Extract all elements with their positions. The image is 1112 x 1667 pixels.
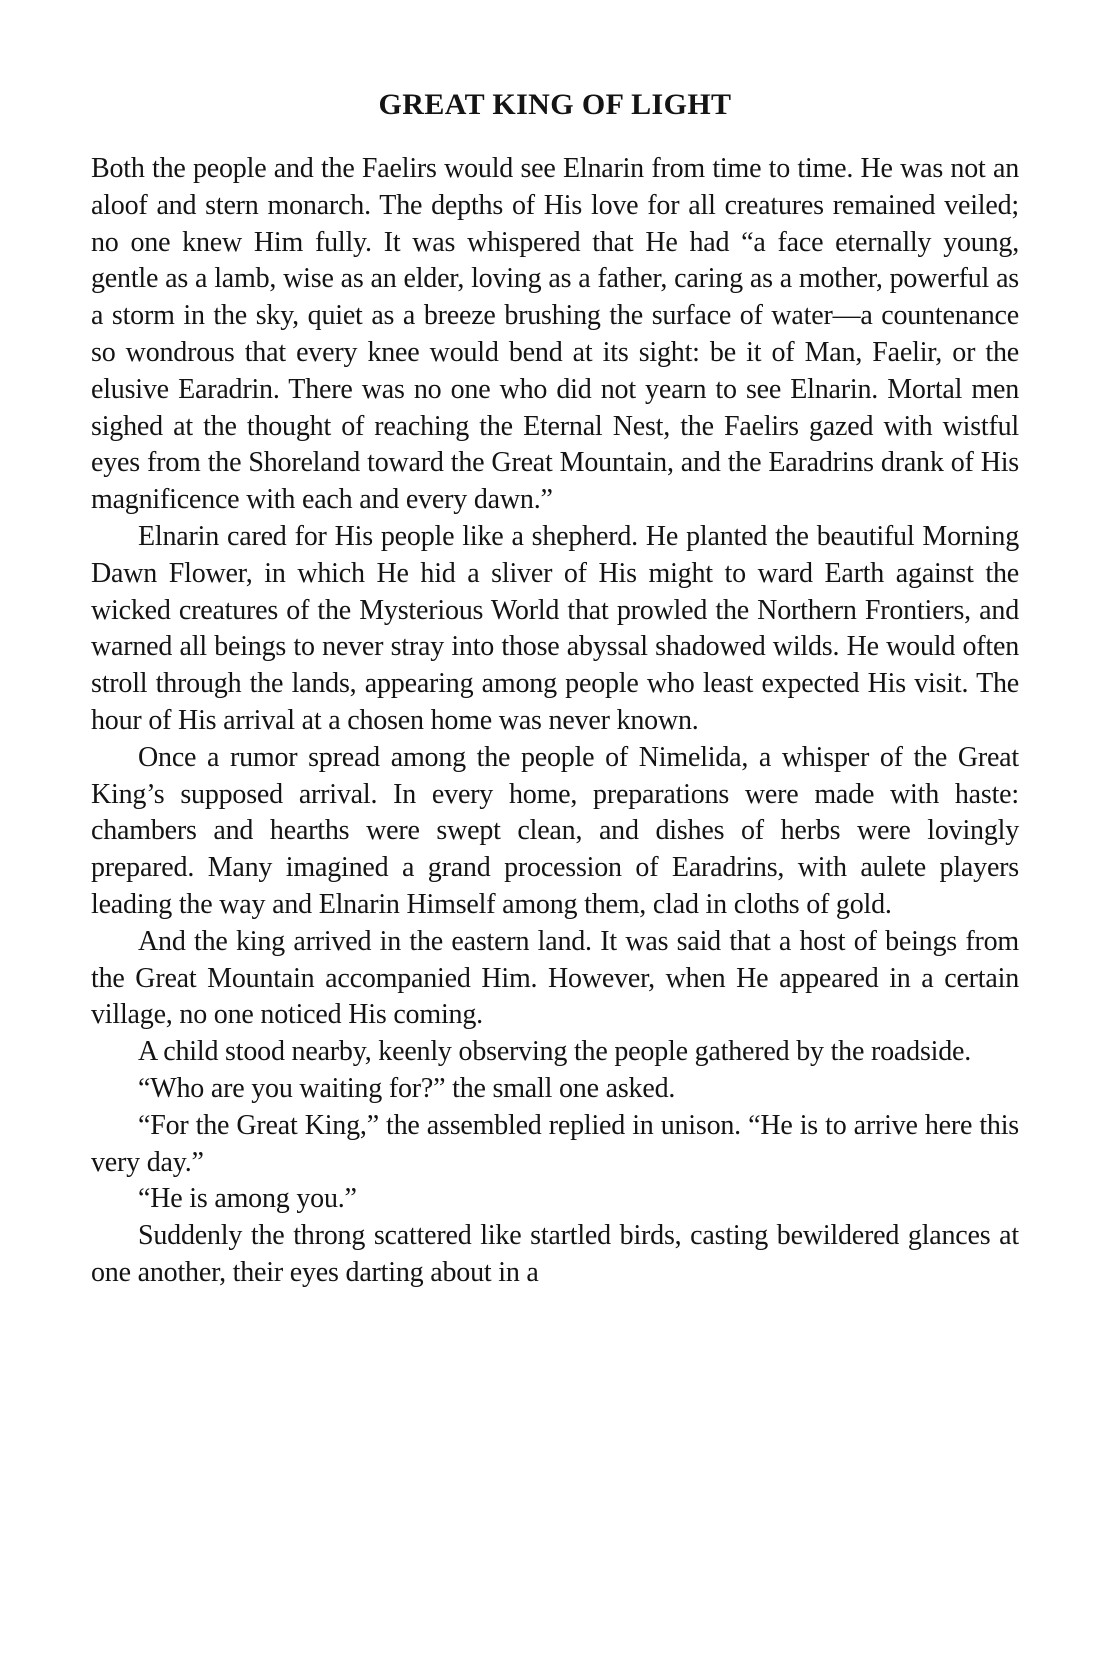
body-text: [91, 151, 1019, 1292]
paragraph-9: Suddenly the throng scattered like startled birds, casting bewildered glances at one another, their eyes darting about in a: [91, 1220, 1019, 1288]
page-title: GREAT KING OF LIGHT: [378, 88, 732, 121]
paragraph-7: “For the Great King,” the assembled replied in unison. “He is to arrive here this very day.”: [91, 1109, 1019, 1178]
paragraph-2: Elnarin cared for His people like a shepherd. He planted the beautiful Morning Dawn Flower, in which He hid a sliver of His might to ward Earth against the wicked creatures of the Mysterious World that prowled the Northern Frontiers, and warned all beings to never stray into those abyssal shadowed wilds. He would often stroll through the lands, appearing among people who least expected His visit. The hour of His arrival at a chosen home was never known.: [91, 520, 1019, 736]
paragraph-5: A child stood nearby, keenly observing the people gathered by the roadside.: [138, 1036, 972, 1068]
text-block: [91, 86, 1019, 1292]
paragraph-1: Both the people and the Faelirs would see Elnarin from time to time. He was not an aloof and stern monarch. The depths of His love for all creatures remained veiled; no one knew Him fully. It was whispered that He had “a face eternally young, gentle as a lamb, wise as an elder, loving as a father, caring as a mother, powerful as a storm in the sky, quiet as a breeze brushing the surface of water—a countenance so wondrous that every knee would bend at its sight: be it of Man, Faelir, or the elusive Earadrin. There was no one who did not yearn to see Elnarin. Mortal men sighed at the thought of reaching the Eternal Nest, the Faelirs gazed with wistful eyes from the Shoreland toward the Great Mountain, and the Earadrins drank of His magnificence with each and every dawn.”: [91, 153, 1019, 516]
paragraph-8: “He is among you.”: [138, 1183, 357, 1215]
paragraph-3: Once a rumor spread among the people of Nimelida, a whisper of the Great King’s supposed arrival. In every home, preparations were made with haste: chambers and hearths were swept clean, and dishes of herbs were lovingly prepared. Many imagined a grand procession of Earadrins, with aulete players leading the way and Elnarin Himself among them, clad in cloths of gold.: [91, 741, 1019, 920]
paragraph-4: And the king arrived in the eastern land. It was said that a host of beings from the Great Mountain accompanied Him. However, when He appeared in a certain village, no one noticed His coming.: [91, 925, 1019, 1031]
paragraph-6: “Who are you waiting for?” the small one asked.: [138, 1072, 676, 1104]
